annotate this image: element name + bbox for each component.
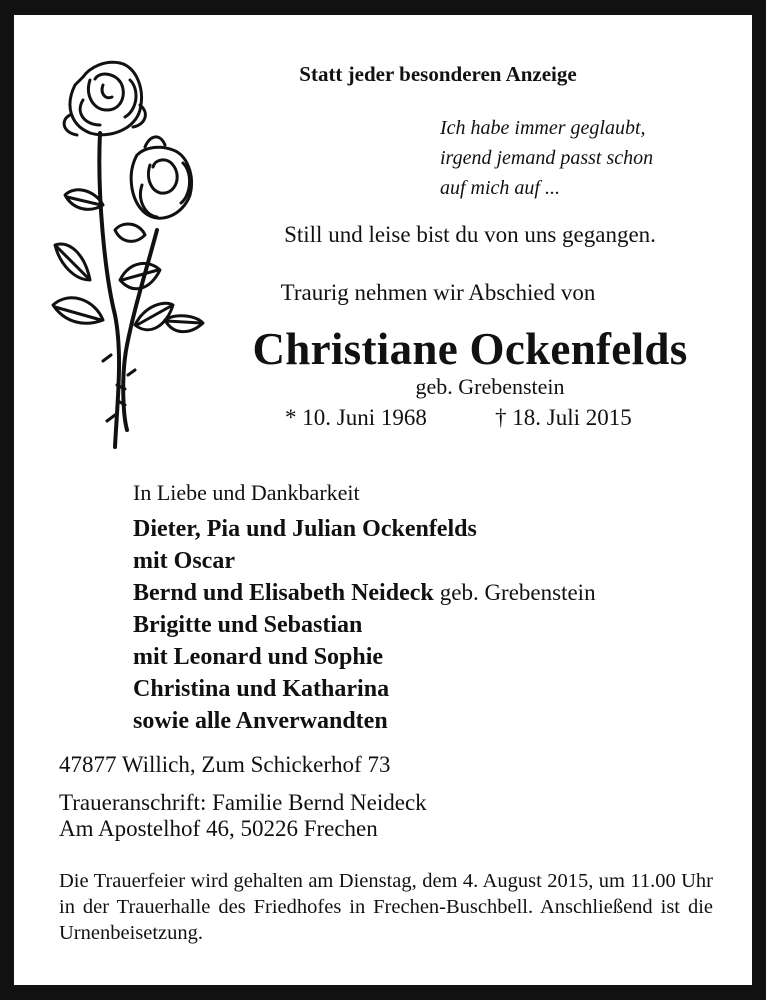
quote-line: Ich habe immer geglaubt, [440,117,646,139]
mourner-name: Dieter, Pia und Julian Ockenfelds [133,516,477,542]
rose-illustration [45,55,205,455]
mourning-address-line: Traueranschrift: Familie Bernd Neideck [59,790,427,815]
mourner-name: mit Oscar [133,548,235,574]
mourner-line [133,612,362,639]
mourners-intro: In Liebe und Dankbarkeit [133,480,360,505]
mourner-name: Bernd und Elisabeth Neideck [133,580,434,606]
death-date: † 18. Juli 2015 [495,405,632,430]
mourner-line [133,708,388,735]
farewell-line: Traurig nehmen wir Abschied von [280,280,596,305]
quote-block [440,113,653,203]
quote-line: irgend jemand passt schon [440,147,654,169]
header-text: Statt jeder besonderen Anzeige [299,62,577,86]
mourning-address-line: Am Apostelhof 46, 50226 Frechen [59,816,378,841]
birth-date: * 10. Juni 1968 [285,405,427,430]
quote-line: auf mich auf ... [440,177,560,199]
mourner-name: Christina und Katharina [133,676,390,702]
mourner-note: geb. Grebenstein [439,580,596,605]
still-line: Still und leise bist du von uns gegangen. [284,222,656,247]
ceremony-paragraph: Die Trauerfeier wird gehalten am Dienstag, dem 4. August 2015, um 11.00 Uhr in der Trauerhalle des Friedhofes in Frechen-Buschbell. Anschließend ist die Urnenbeisetzung. [59,870,713,944]
deceased-name: Christiane Ockenfelds [252,324,688,374]
mourner-name: sowie alle Anverwandten [133,708,388,734]
mourner-line [133,676,389,703]
mourner-line [133,644,383,671]
mourner-name: mit Leonard und Sophie [133,644,384,670]
mourner-line [133,580,596,607]
mourner-line [133,548,235,575]
mourner-name: Brigitte und Sebastian [133,612,363,638]
mourner-line [133,516,477,543]
maiden-name: geb. Grebenstein [415,374,565,399]
family-address: 47877 Willich, Zum Schickerhof 73 [59,752,391,777]
